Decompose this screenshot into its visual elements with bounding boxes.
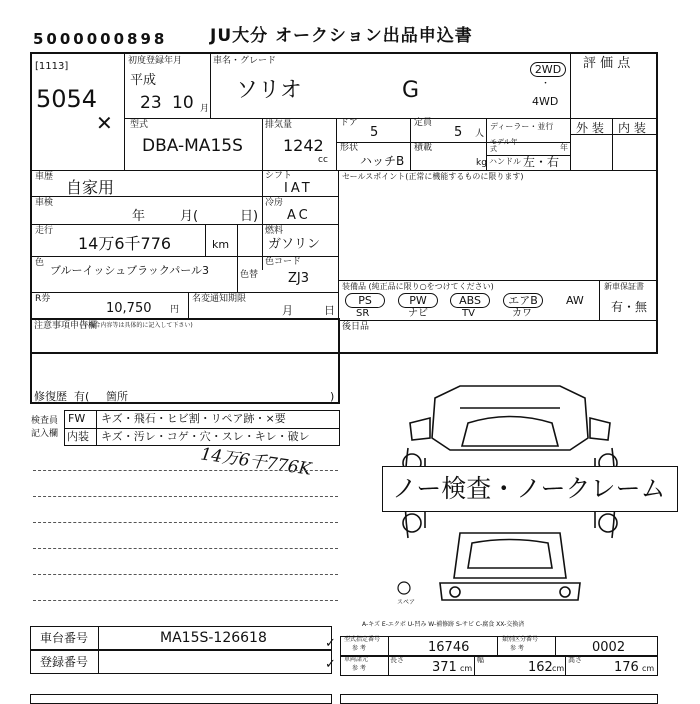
chassis-label: 車台番号 [40,631,89,645]
ac-label: 冷房 [265,198,284,208]
equipment-aw: AW [566,294,584,307]
new-car-warranty-value: 有・無 [611,300,648,314]
displacement: 1242 [283,136,324,155]
shift-label: シフト [265,171,293,181]
damage-legend: A-キズ E-エクボ U-凹み W-補修跡 S-サビ C-腐食 XX-交換済 [362,621,525,628]
interior-items: キズ・汚レ・コゲ・穴・スレ・キレ・破レ [101,430,310,443]
inspection-day: 日) [240,209,259,224]
ac: AC [287,208,311,223]
category: 0002 [592,640,626,655]
interior-label: 内 装 [618,121,646,135]
capacity: 5 [454,125,463,140]
grade: G [402,78,420,103]
car-name-label: 車名・グレード [213,56,277,66]
repair-unit: 箇所 [106,390,128,403]
reg-month: 10 [172,93,194,113]
km-unit: km [212,238,230,251]
person-unit: 人 [475,129,485,139]
deadline-month: 月 [282,304,293,317]
color-change-label: 色替 [240,270,259,280]
width: 162 [528,660,553,675]
drive-dot: ・ [541,79,551,89]
fw-items: キズ・飛石・ヒビ割・リペア跡・×要 [101,412,286,425]
repair-label: 修復歴 [34,390,67,403]
width-label: 幅 [477,656,484,664]
reg-number-label: 登録番号 [40,655,89,669]
cc-unit: cc [318,155,328,165]
fuel-label: 燃料 [265,226,284,236]
lot-number: 5054 [36,85,98,113]
inspector-label-2: 記入欄 [31,429,59,439]
inspector-label-1: 検査員 [31,416,59,426]
dealer-label: ディーラー・並行 [490,122,554,131]
sales-point-label: セールスポイント(正常に機能するものに限ります) [342,172,524,181]
stamp-text: ノー検査・ノークレーム [392,474,666,503]
reg-year: 23 [140,93,162,113]
equipment-airbag-circled: エアB [503,293,543,308]
era: 平成 [130,73,157,88]
mileage: 14万6千776 [78,234,172,253]
dimensions-row [340,656,658,676]
equipment-navi: ナビ [408,308,428,319]
kg-unit: kg [476,158,487,168]
dims-sub: 参 考 [352,665,366,672]
type-designation: 16746 [428,640,470,655]
type-designation-label: 型式指定番号 [344,636,381,643]
year-unit: 年 [560,143,568,152]
new-car-warranty-label: 新車保証書 [604,282,644,291]
width-cm: cm [552,664,565,673]
doors: 5 [370,125,379,140]
car-name: ソリオ [236,78,302,103]
repair-close: ) [330,390,335,403]
equipment-sr: SR [356,308,370,319]
height-label: 高さ [568,656,582,664]
chassis-number: MA15S-126618 [160,630,267,646]
lot-tag: [1113] [35,61,69,72]
equipment-abs-circled: ABS [450,293,490,308]
recycle-fee: 10,750 [106,301,152,316]
height-cm: cm [642,664,655,673]
bottom-box-left [30,694,332,704]
form-title: JU大分 オークション出品申込書 [210,26,473,46]
check-mark-2: ✓ [325,657,336,672]
month-unit: 月 [200,104,210,114]
model: DBA-MA15S [142,136,243,156]
deadline-day: 日 [324,304,335,317]
name-change-label: 名変通知期限 [192,294,247,304]
inspection-year: 年 [132,209,146,224]
model-year-label: モデル年式 [490,138,518,153]
spare-label: スペア [397,599,416,606]
barcode-number: 5000000898 [33,30,168,48]
equipment-pw-circled: PW [398,293,438,308]
caution-note: (不具合内容等は具体的に記入して下さい) [80,322,193,329]
equipment-leather: カワ [512,308,532,319]
category-sub: 参 考 [510,645,524,652]
eval-label: 評 価 点 [583,56,631,71]
height: 176 [614,660,639,675]
inspection-month: 月( [180,209,199,224]
repair-value: 有( [74,390,90,403]
type-designation-sub: 参 考 [352,645,366,652]
shape-label: 形状 [340,143,359,153]
category-label: 類別区分番号 [502,636,539,643]
yen-unit: 円 [170,305,180,315]
drive-4wd: 4WD [532,95,559,108]
inspection-label: 車検 [35,198,54,208]
color-label: 色 [35,258,45,268]
color-code-label: 色コード [265,257,302,267]
fuel: ガソリン [268,237,321,252]
first-reg-label: 初度登録年月 [128,56,183,66]
shape: ハッチB [360,154,405,168]
check-mark-1: ✓ [325,636,336,651]
usage-label: 車歴 [35,172,54,182]
equipment-tv: TV [462,308,475,319]
handle-label: ハンドル [489,157,521,166]
equipment-ps-circled: PS [345,293,385,308]
length-cm: cm [460,664,473,673]
check-mark: ✕ [96,111,113,135]
length: 371 [432,660,457,675]
handle: 左・右 [523,155,560,169]
exterior-label: 外 装 [576,121,604,135]
interior-check-label: 内装 [67,430,89,443]
capacity-label: 定員 [414,118,433,128]
bottom-box-right [340,694,658,704]
displacement-label: 排気量 [265,120,293,130]
color-code: ZJ3 [288,271,310,286]
model-label: 型式 [130,120,149,130]
handwritten-mileage: 14万6千776K [199,444,313,480]
load-label: 積載 [414,143,433,153]
color: ブルーイッシュブラックパール3 [50,264,210,277]
drive-2wd-circled: 2WD [530,62,566,77]
length-label: 長さ [390,656,404,664]
caution-label: 注意事項申告欄 [34,321,98,331]
equipment-label: 装備品 (純正品に限り○をつけてください) [342,282,494,291]
aftermarket-label: 後日品 [342,322,370,332]
shift: IAT [284,181,313,196]
fw-label: FW [68,412,86,425]
mileage-label: 走行 [35,226,54,236]
door-label: ドア [340,118,358,128]
dims-label: 車両諸元 [344,656,369,663]
recycle-label: R券 [35,294,51,304]
usage: 自家用 [66,178,115,197]
